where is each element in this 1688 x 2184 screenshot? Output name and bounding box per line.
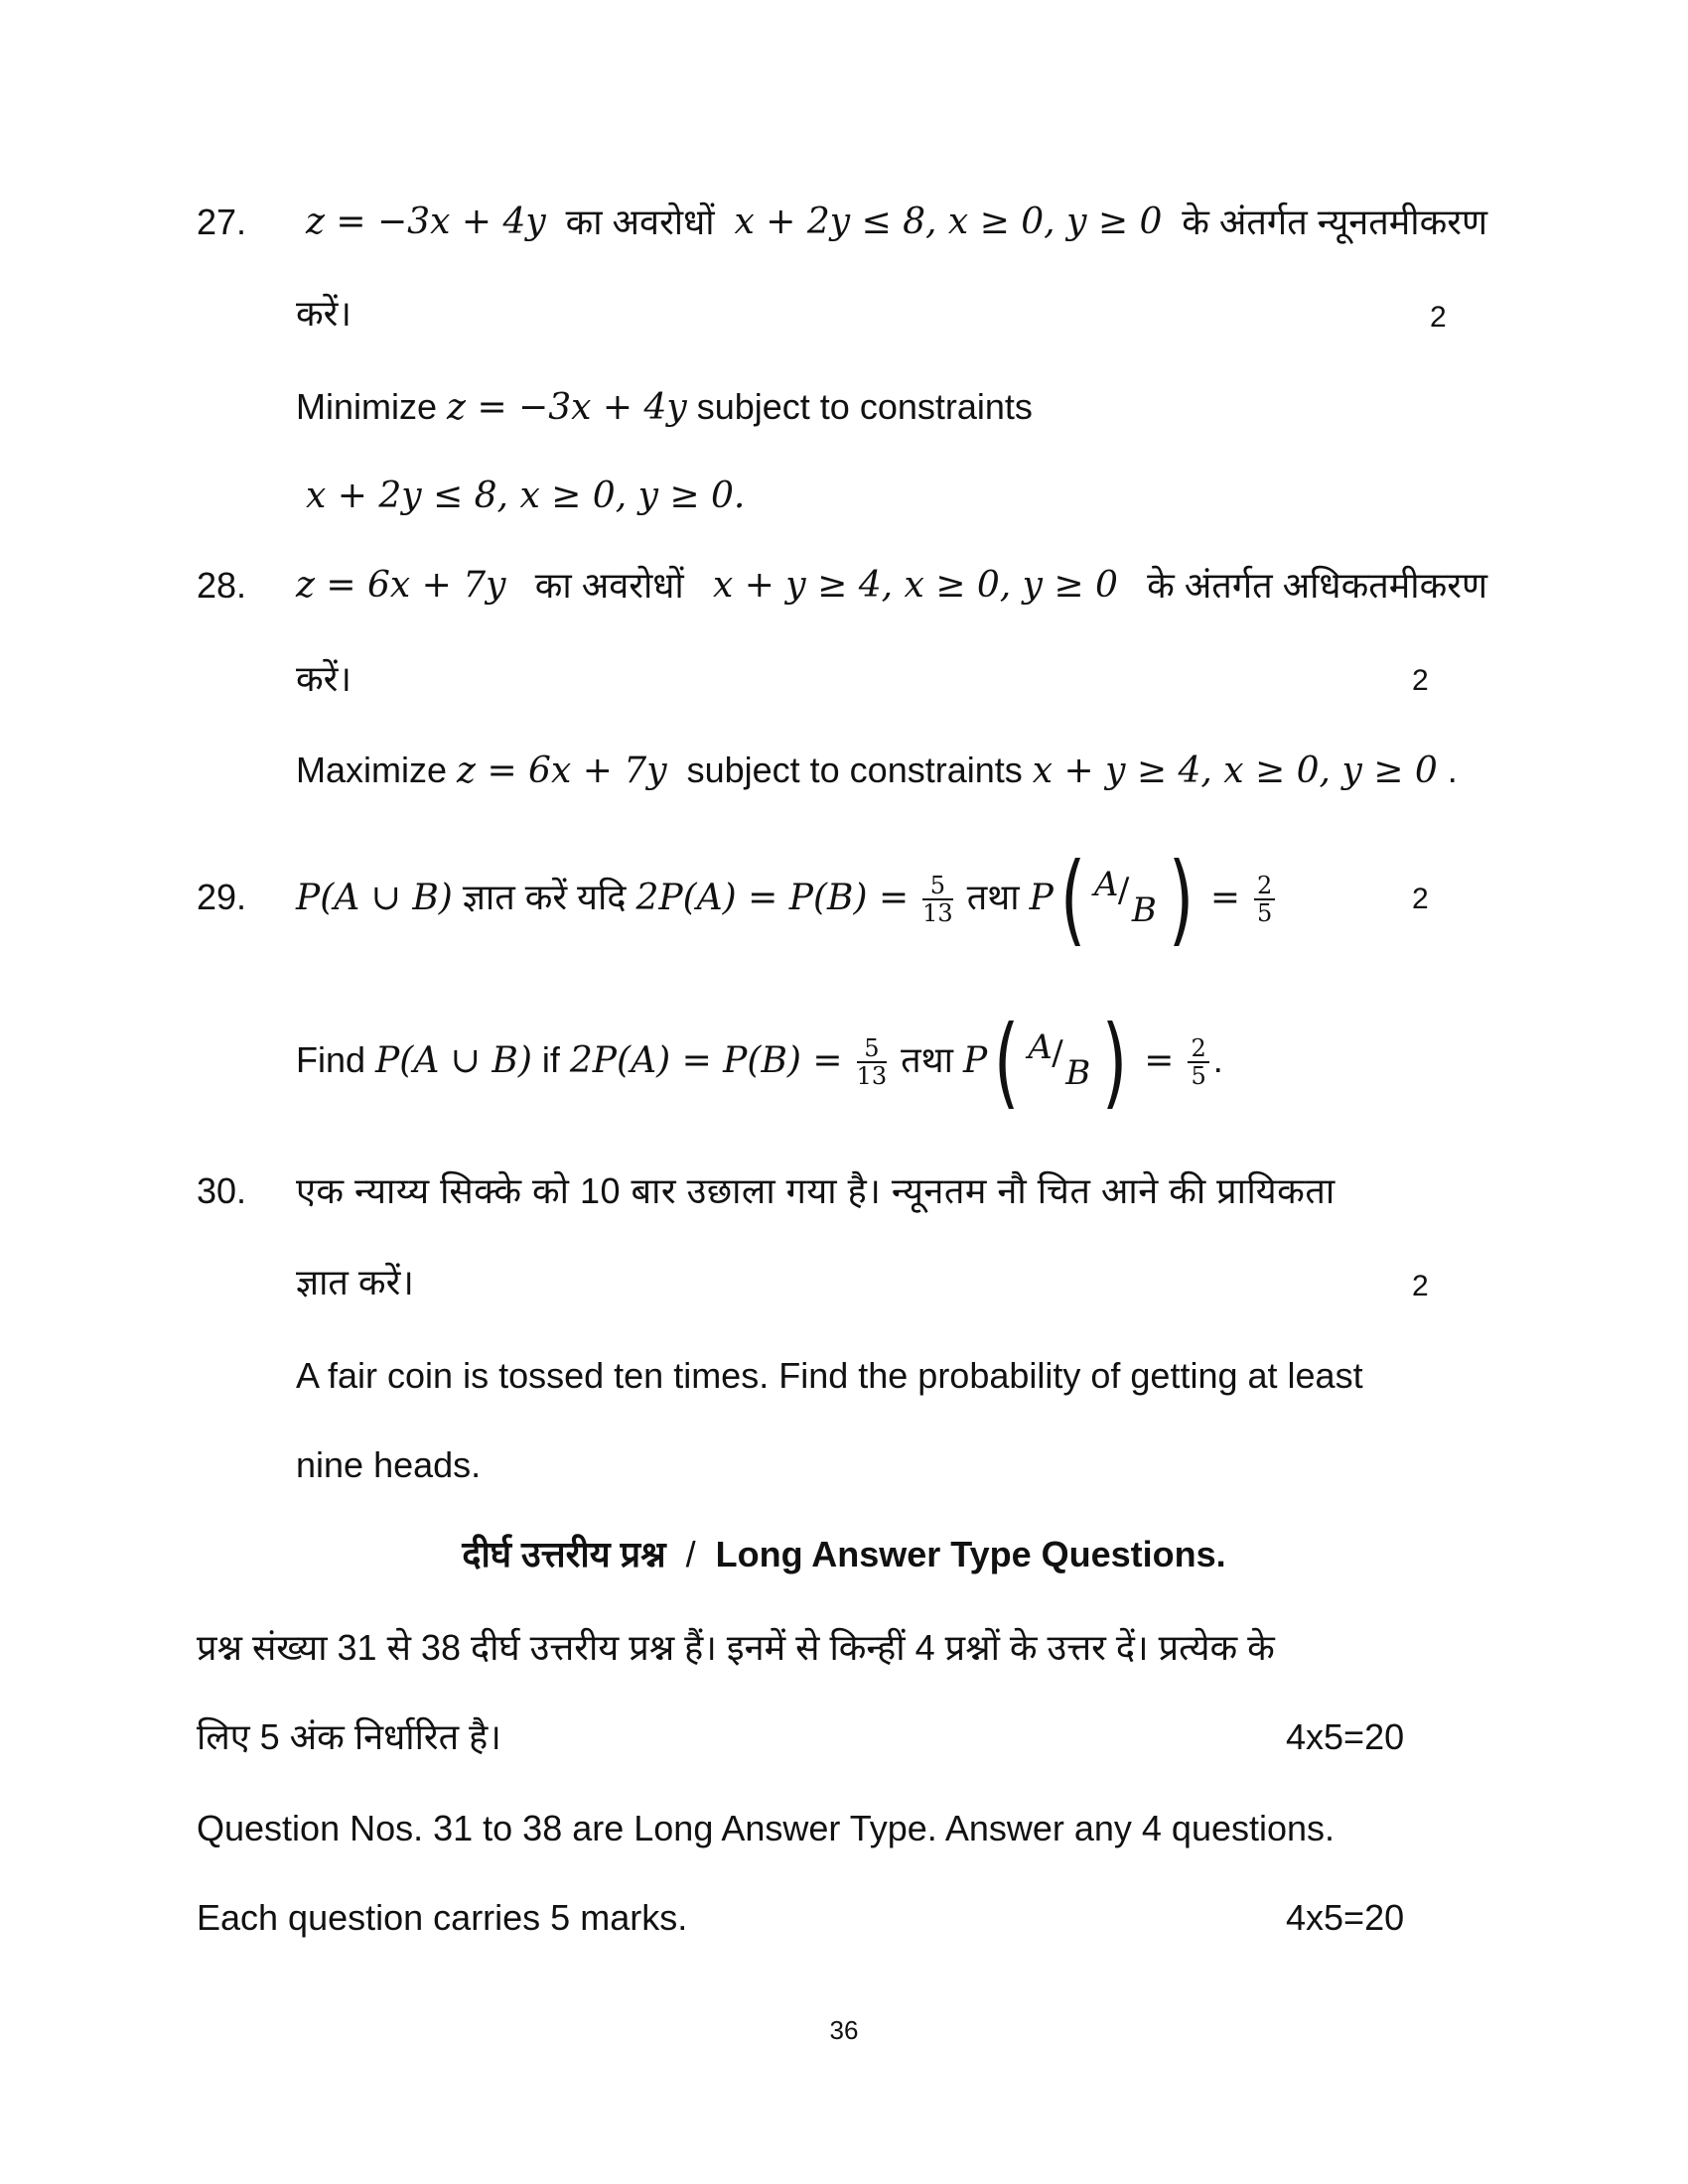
cond-b: B [1131,890,1157,931]
cond-slash: / [1117,871,1130,911]
q29-en-fraction2 [1188,1035,1208,1089]
q29-en-end: . [1212,1039,1223,1080]
q28-hindi-line2: करें। [296,658,352,699]
frac-numerator: 2 [1254,873,1275,900]
q29-hi-math1: P(A ∪ B) [296,878,453,918]
q27-hindi-text1: का अवरोधों [565,202,715,242]
cond-b: B [1065,1053,1091,1094]
q27-hindi-text2: के अंतर्गत न्यूनतमीकरण [1182,202,1487,242]
q29-hi-math2: 2P(A) = P(B) = [635,878,910,918]
q28-hindi-line1 [296,562,1487,610]
q27-constraints-math: x + 2y ≤ 8, x ≥ 0, y ≥ 0 [734,202,1163,242]
left-paren: ( [1059,841,1086,958]
q29-en-math1: P(A ∪ B) [375,1040,532,1081]
q28-marks: 2 [1412,664,1429,697]
q28-en-text2: subject to constraints [686,750,1023,790]
q28-english-line [296,747,1458,795]
q28-en-math2: x + y ≥ 4, x ≥ 0, y ≥ 0 [1032,751,1438,791]
frac-numerator: 5 [922,873,953,900]
q29-hindi-line [296,841,1279,958]
question-number-29: 29. [197,877,247,917]
q29-en-fraction1 [857,1035,888,1089]
section-heading [0,1531,1688,1578]
q29-hi-eq: = [1209,878,1241,918]
right-paren: ) [1102,1004,1128,1121]
cond-a: A [1028,1027,1053,1068]
q30-hindi-line1: एक न्याय्य सिक्के को 10 बार उछाला गया है। न्यूनतम नौ चित आने की प्रायिकता [296,1170,1336,1211]
q28-en-math1: z = 6x + 7y [457,751,667,791]
q28-constraints-math: x + y ≥ 4, x ≥ 0, y ≥ 0 [712,565,1118,606]
frac-denominator: 13 [856,1062,888,1091]
q29-english-line [296,1004,1223,1121]
cond-a: A [1093,865,1119,905]
cond-slash: / [1052,1033,1063,1074]
q29-en-p: P [963,1040,988,1081]
q29-en-text2: if [541,1039,560,1080]
section-hindi-line2: लिए 5 अंक निर्धारित है। [197,1716,501,1757]
section-english-marks: 4x5=20 [1286,1897,1405,1938]
section-english-line1: Question Nos. 31 to 38 are Long Answer Type. Answer any 4 questions. [197,1808,1336,1848]
frac-numerator: 2 [1188,1035,1208,1063]
frac-denominator: 5 [1191,1062,1206,1091]
q28-en-text1: Maximize [296,750,448,790]
q27-english-line2: x + 2y ≤ 8, x ≥ 0, y ≥ 0. [306,476,746,516]
section-heading-separator: / [685,1534,696,1574]
frac-numerator: 5 [857,1035,888,1063]
q29-en-math2: 2P(A) = P(B) = [569,1040,843,1081]
question-number-30: 30. [197,1170,247,1211]
q30-english-line2: nine heads. [296,1444,482,1485]
q28-hindi-text1: का अवरोधों [534,565,684,606]
section-english-line2: Each question carries 5 marks. [197,1897,688,1938]
q28-en-end: . [1447,750,1458,790]
question-number-27: 27. [197,202,247,242]
q28-hindi-text2: के अंतर्गत अधिकतमीकरण [1147,565,1487,606]
left-paren: ( [994,1004,1020,1121]
q29-hi-fraction2 [1254,873,1275,926]
q29-hi-tatha: तथा [966,877,1020,917]
section-hindi-line1: प्रश्न संख्या 31 से 38 दीर्घ उत्तरीय प्रश्न हैं। इनमें से किन्हीं 4 प्रश्नों के उत्तर दें। प्रत्येक के [197,1627,1275,1668]
q30-marks: 2 [1412,1270,1429,1302]
q27-english-line1 [296,383,1033,432]
section-heading-english: Long Answer Type Questions. [715,1534,1226,1574]
q29-hi-p: P [1029,878,1054,918]
q29-hi-text1: ज्ञात करें यदि [462,877,627,917]
q29-marks: 2 [1412,883,1429,915]
q29-en-eq: = [1144,1040,1175,1081]
q27-en-text2: subject to constraints [696,386,1033,427]
q29-en-text1: Find [296,1039,366,1080]
question-number-28: 28. [197,565,247,606]
q29-hi-fraction1 [922,873,953,926]
q29-en-tatha: तथा [901,1039,953,1080]
page-number: 36 [829,2015,859,2045]
q28-objective-math: z = 6x + 7y [296,565,506,606]
q29-hi-conditional [1092,865,1162,934]
right-paren: ) [1168,841,1195,958]
frac-denominator: 13 [922,899,953,928]
q27-objective-math: z = −3x + 4y [306,202,546,242]
q27-en-text1: Minimize [296,386,438,427]
section-hindi-marks: 4x5=20 [1286,1716,1405,1757]
frac-denominator: 5 [1257,899,1273,928]
q27-marks: 2 [1430,301,1447,334]
q30-english-line1: A fair coin is tossed ten times. Find the probability of getting at least [296,1355,1363,1396]
q27-hindi-line1 [306,199,1487,246]
q27-en-math: z = −3x + 4y [447,387,687,428]
q27-hindi-line2: करें। [296,293,352,334]
q30-hindi-line2: ज्ञात करें। [296,1262,414,1302]
section-heading-hindi: दीर्घ उत्तरीय प्रश्न [462,1534,666,1574]
q29-en-conditional [1026,1027,1095,1097]
